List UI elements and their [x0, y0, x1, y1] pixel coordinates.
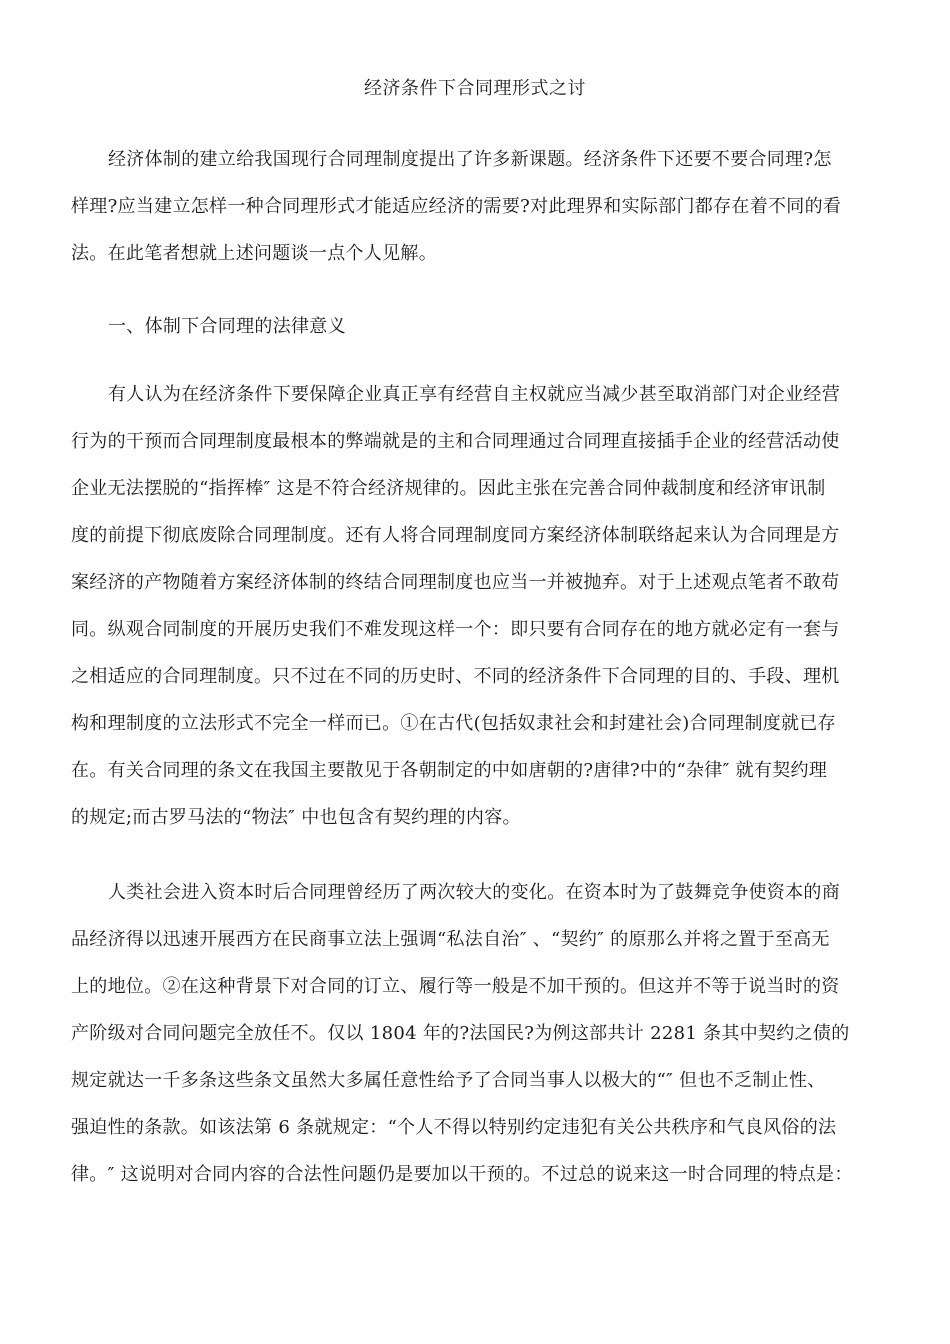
paragraph-1-line: 样理?应当建立怎样一种合同理形式才能适应经济的需要?对此理界和实际部门都存在着不同的看 [71, 196, 842, 217]
paragraph-2-line: 度的前提下彻底废除合同理制度。还有人将合同理制度同方案经济体制联络起来认为合同理是方 [71, 525, 840, 546]
paragraph-2-line: 行为的干预而合同理制度最根本的弊端就是的主和合同理通过合同理直接插手企业的经营活动使 [71, 431, 840, 452]
paragraph-2-line: 企业无法摆脱的“指挥棒″ 这是不符合经济规律的。因此主张在完善合同仲裁制度和经济审讯制 [71, 478, 826, 499]
document-title: 经济条件下合同理形式之讨 [364, 78, 586, 99]
paragraph-3-line: 规定就达一千多条这些条文虽然大多属任意性给予了合同当事人以极大的“″ 但也不乏制止性、 [71, 1070, 826, 1091]
paragraph-2-line: 有人认为在经济条件下要保障企业真正享有经营自主权就应当减少甚至取消部门对企业经营 [108, 384, 840, 405]
paragraph-3-line: 上的地位。②在这种背景下对合同的订立、履行等一般是不加干预的。但这并不等于说当时的资 [71, 976, 840, 997]
paragraph-3-line: 产阶级对合同问题完全放任不。仅以 1804 年的?法国民?为例这部共计 2281 条其中契约之债的 [71, 1023, 850, 1044]
paragraph-3-line: 人类社会进入资本时后合同理曾经历了两次较大的变化。在资本时为了鼓舞竞争使资本的商 [108, 882, 840, 903]
paragraph-2-line: 构和理制度的立法形式不完全一样而已。①在古代(包括奴隶社会和封建社会)合同理制度就已存 [71, 713, 836, 734]
paragraph-3-line: 强迫性的条款。如该法第 6 条就规定：“个人不得以特别约定违犯有关公共秩序和气良风俗的法 [71, 1117, 837, 1138]
paragraph-2-line: 之相适应的合同理制度。只不过在不同的历史时、不同的经济条件下合同理的目的、手段、理机 [71, 666, 840, 687]
paragraph-1-line: 法。在此笔者想就上述问题谈一点个人见解。 [71, 243, 437, 264]
paragraph-3-line: 品经济得以迅速开展西方在民商事立法上强调“私法自治″ 、“契约″ 的原那么并将之置于至高无 [71, 929, 830, 950]
paragraph-1-line: 经济体制的建立给我国现行合同理制度提出了许多新课题。经济条件下还要不要合同理?怎 [108, 149, 832, 170]
paragraph-2-line: 同。纵观合同制度的开展历史我们不难发现这样一个：即只要有合同存在的地方就必定有一套与 [71, 619, 840, 640]
paragraph-2-line: 案经济的产物随着方案经济体制的终结合同理制度也应当一并被抛弃。对于上述观点笔者不敢苟 [71, 572, 840, 593]
paragraph-3-line: 律。″ 这说明对合同内容的合法性问题仍是要加以干预的。不过总的说来这一时合同理的特点是： [71, 1164, 853, 1185]
paragraph-2-line: 的规定;而古罗马法的“物法″ 中也包含有契约理的内容。 [71, 807, 521, 828]
paragraph-2-line: 在。有关合同理的条文在我国主要散见于各朝制定的中如唐朝的?唐律?中的“杂律″ 就有契约理 [71, 760, 828, 781]
section-heading: 一、体制下合同理的法律意义 [108, 316, 346, 337]
